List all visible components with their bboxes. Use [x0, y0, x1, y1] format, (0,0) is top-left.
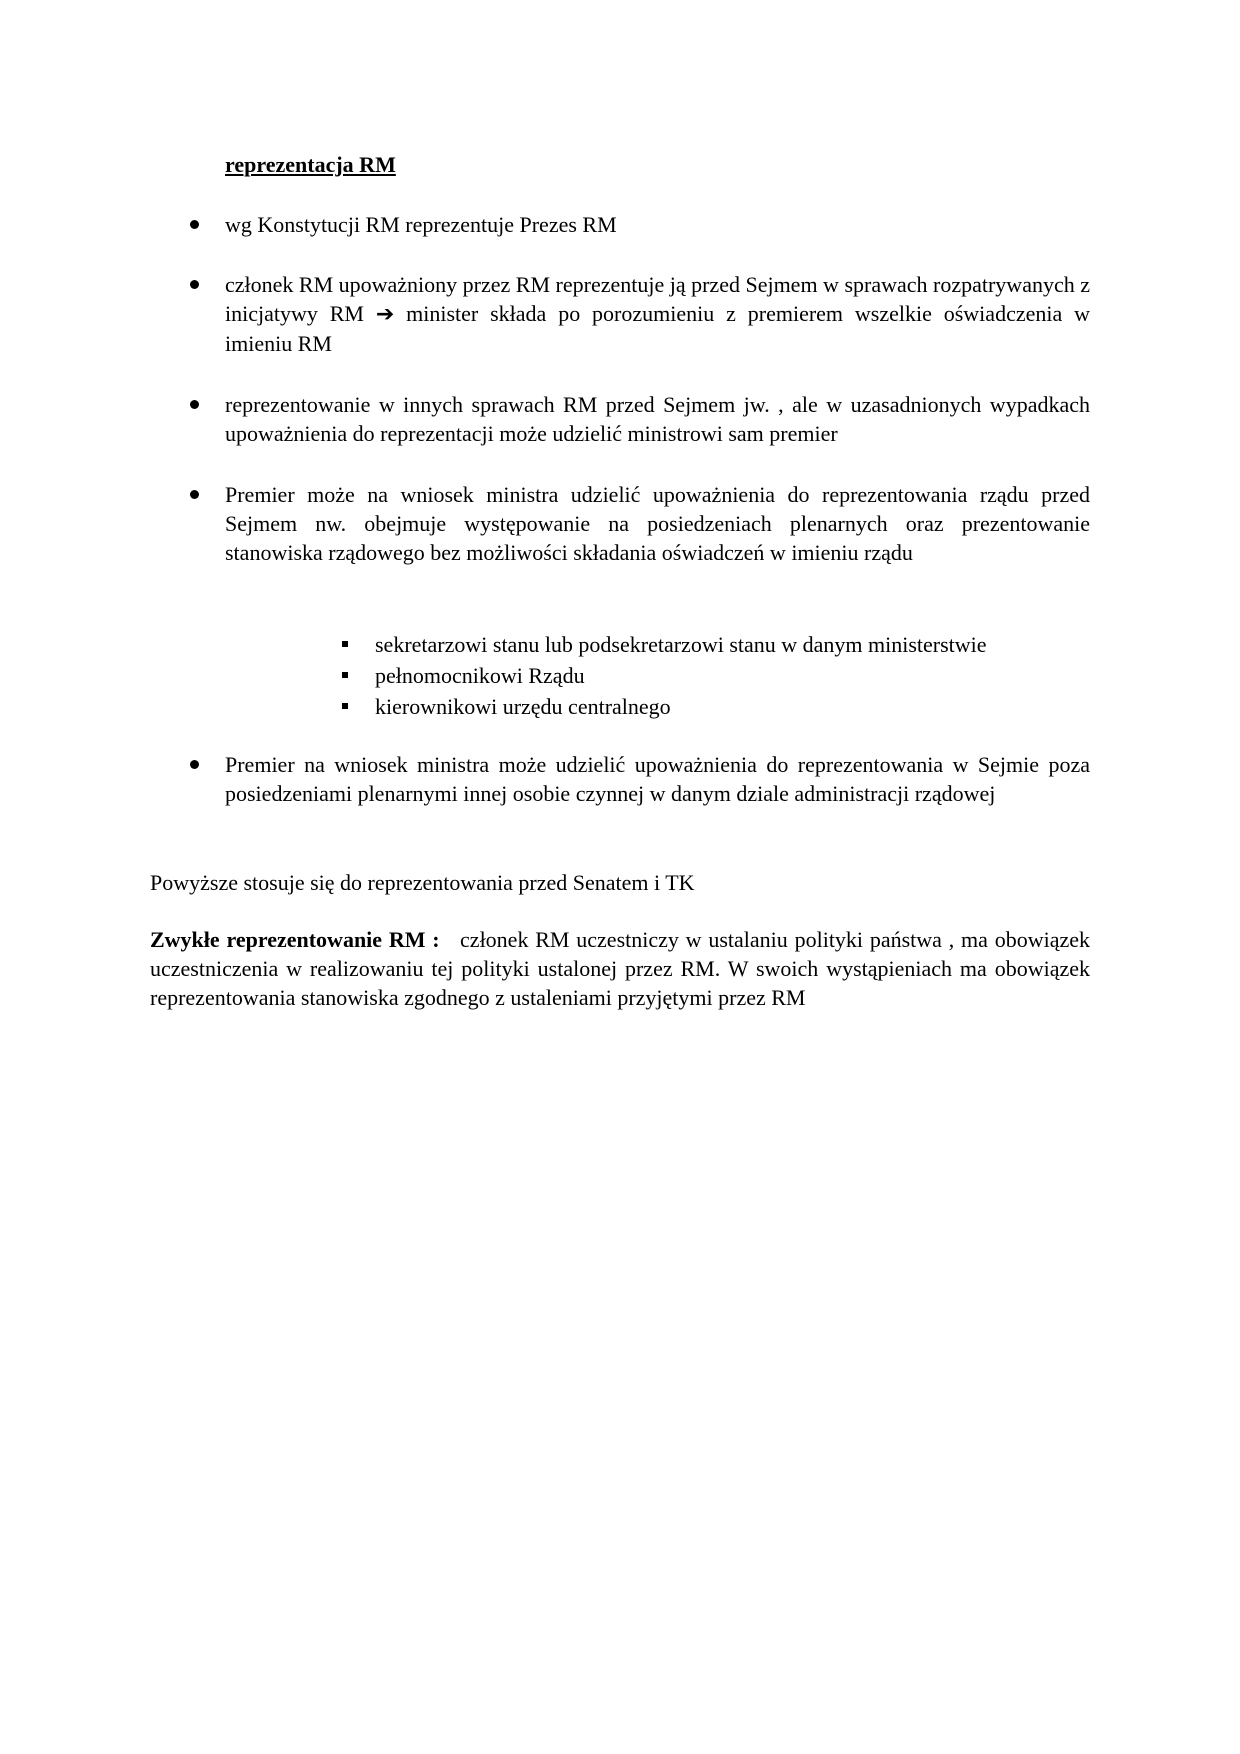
bullet-dot-icon [190, 220, 199, 229]
sub-bullet-text: sekretarzowi stanu lub podsekretarzowi stanu w danym ministerstwie [375, 632, 987, 657]
bullet-item-1 [225, 210, 1090, 239]
square-bullet-icon [342, 641, 348, 647]
paragraph-ordinary-representation [150, 925, 1096, 1012]
right-arrow-icon: ➔ [375, 302, 395, 327]
paragraph-bold-lead: Zwykłe reprezentowanie RM : [150, 927, 440, 952]
paragraph-senate: Powyższe stosuje się do reprezentowania przed Senatem i TK [150, 870, 695, 895]
sub-bullet-item-2 [375, 661, 585, 690]
bullet-dot-icon [190, 760, 199, 769]
bullet-item-3 [225, 390, 1090, 448]
bullet-dot-icon [190, 490, 199, 499]
bullet-item-4 [225, 480, 1090, 567]
sub-bullet-text: pełnomocnikowi Rządu [375, 663, 585, 688]
bullet-text-before-arrow: członek RM upoważniony przez RM reprezentuje ją przed Sejmem w sprawach rozpatrywanych z inicjatywy RM [225, 272, 1090, 326]
sub-bullet-text: kierownikowi urzędu centralnego [375, 694, 671, 719]
document-heading: reprezentacja RM [225, 152, 396, 177]
sub-bullet-item-3 [375, 692, 671, 721]
bullet-item-5 [225, 750, 1090, 808]
square-bullet-icon [342, 672, 348, 678]
bullet-dot-icon [190, 400, 199, 409]
square-bullet-icon [342, 703, 348, 709]
bullet-text-after-arrow: minister składa po porozumieniu z premierem wszelkie oświadczenia w imieniu RM [225, 301, 1090, 356]
bullet-dot-icon [190, 280, 199, 289]
bullet-text: Premier może na wniosek ministra udzielić upoważnienia do reprezentowania rządu przed Sejmem nw. obejmuje występowanie na posiedzeniach plenarnych oraz prezentowanie stanowiska rządowego bez możliwości składania oświadczeń w imieniu rządu [225, 482, 1090, 565]
bullet-text: reprezentowanie w innych sprawach RM przed Sejmem jw. , ale w uzasadnionych wypadkach upoważnienia do reprezentacji może udzielić ministrowi sam premier [225, 392, 1090, 446]
bullet-item-2 [225, 270, 1090, 358]
bullet-text: Premier na wniosek ministra może udzielić upoważnienia do reprezentowania w Sejmie poza posiedzeniami plenarnymi innej osobie czynnej w danym dziale administracji rządowej [225, 752, 1090, 806]
sub-bullet-item-1 [375, 630, 987, 659]
bullet-text: wg Konstytucji RM reprezentuje Prezes RM [225, 212, 617, 237]
paragraph-body-text: członek RM uczestniczy w ustalaniu polityki państwa , ma obowiązek uczestniczenia w realizowaniu tej polityki ustalonej przez RM. W swoich wystąpieniach ma obowiązek reprezentowania stanowiska zgodnego z ustaleniami przyjętymi przez RM [150, 927, 1096, 1010]
